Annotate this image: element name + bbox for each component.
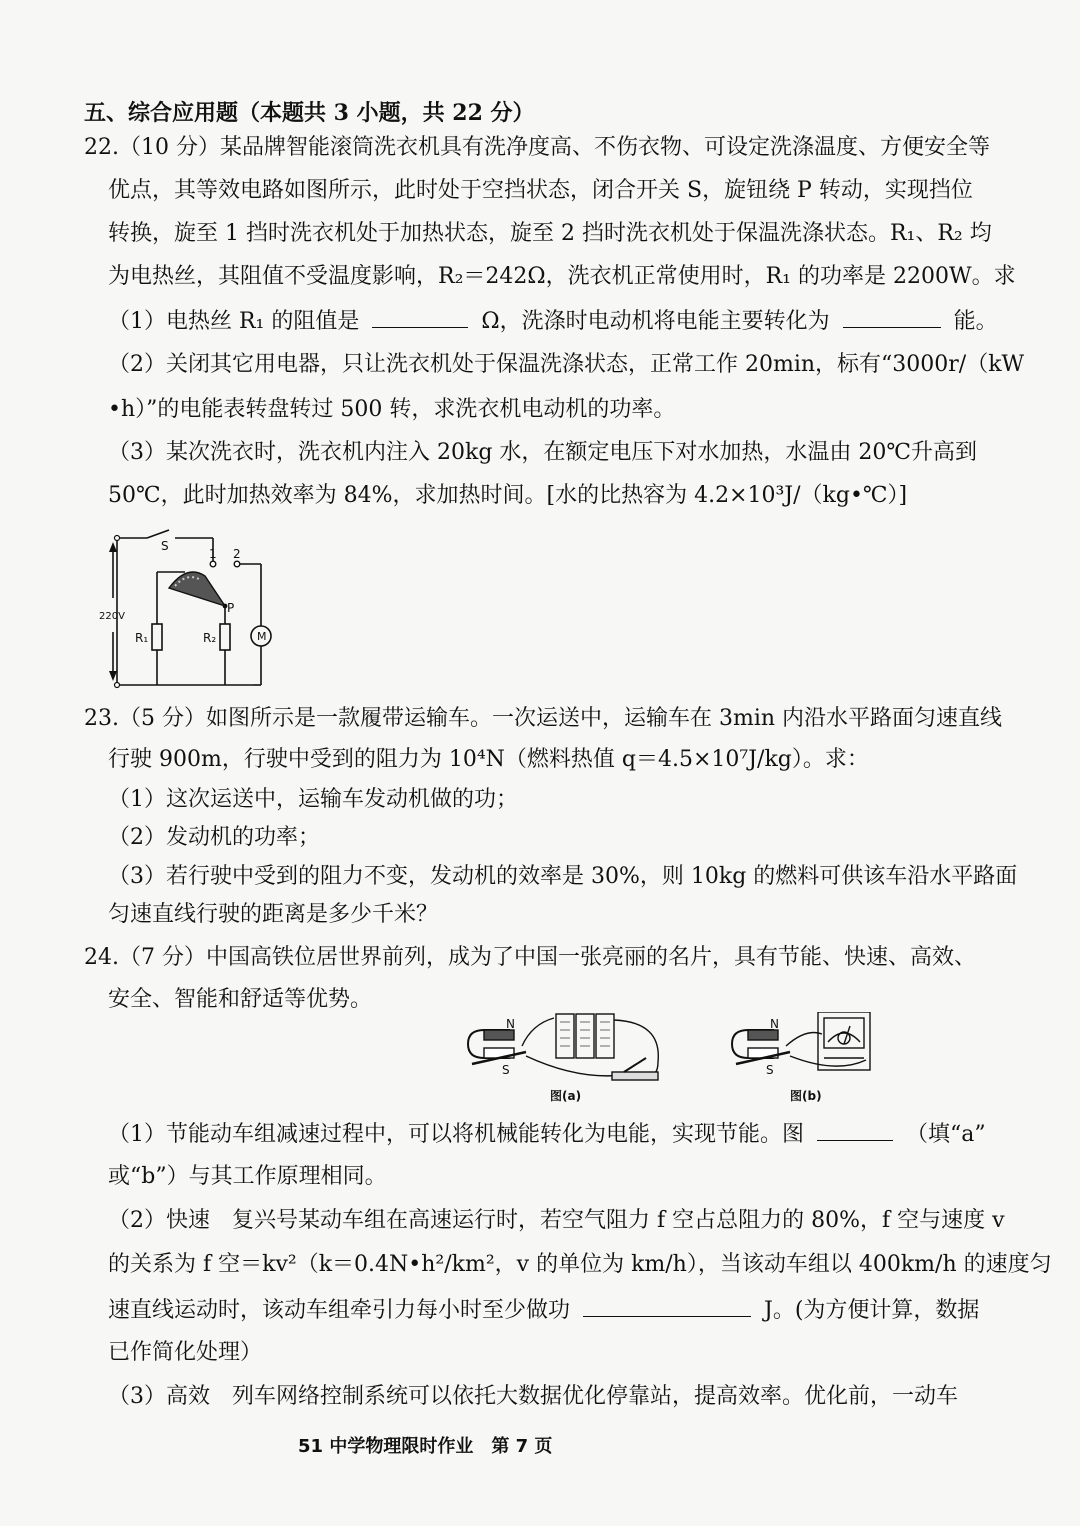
figure-a-diagram xyxy=(462,1012,672,1094)
q22-part-1 xyxy=(108,305,998,337)
q23-part-1: （1）这次运送中，运输车发动机做的功； xyxy=(108,787,518,812)
q24-part-3: （3）高效 列车网络控制系统可以依托大数据优化停靠站，提高效率。优化前，一动车 xyxy=(108,1384,958,1409)
contact-1-label: 1 xyxy=(209,547,217,561)
q22-answer-blank-2[interactable] xyxy=(843,305,941,328)
q24-line-2: 安全、智能和舒适等优势。 xyxy=(108,987,373,1012)
figure-b-n-label: N xyxy=(770,1017,779,1031)
q22-part-2-line-2: •h）”的电能表转盘转过 500 转，求洗衣机电动机的功率。 xyxy=(108,397,676,422)
q23-part-2: （2）发动机的功率； xyxy=(108,825,320,850)
contact-2-label: 2 xyxy=(233,547,241,561)
page-footer: 51 中学物理限时作业 第 7 页 xyxy=(298,1436,553,1457)
voltage-arrow-down-icon xyxy=(109,671,117,681)
q24-line-1: 24.（7 分）中国高铁位居世界前列，成为了中国一张亮丽的名片，具有节能、快速、高效、 xyxy=(84,945,976,970)
q23-part-3-line-1: （3）若行驶中受到的阻力不变，发动机的效率是 30%，则 10kg 的燃料可供该车沿水平路面 xyxy=(108,864,1018,889)
q23-line-2: 行驶 900m，行驶中受到的阻力为 10⁴N（燃料热值 q＝4.5×10⁷J/kg）。求： xyxy=(108,747,869,772)
figure-b-s-label: S xyxy=(766,1063,774,1077)
r2-label: R₂ xyxy=(203,631,217,645)
q22-part-1-text-b: Ω，洗涤时电动机将电能主要转化为 xyxy=(481,309,830,334)
switch-s-label: S xyxy=(161,539,169,553)
figure-b-diagram xyxy=(726,1012,886,1094)
q22-part-2-line-1: （2）关闭其它用电器，只让洗衣机处于保温洗涤状态，正常工作 20min，标有“3000r/（kW xyxy=(108,352,1025,377)
q24-part-2-text-c: 速直线运动时，该动车组牵引力每小时至少做功 xyxy=(108,1298,571,1323)
q24-part-2-line-1: （2）快速 复兴号某动车组在高速运行时，若空气阻力 f 空占总阻力的 80%，f 空与速度 v xyxy=(108,1208,1005,1233)
q24-answer-blank-1[interactable] xyxy=(817,1118,893,1141)
q24-part-1-text-a: （1）节能动车组减速过程中，可以将机械能转化为电能，实现节能。图 xyxy=(108,1122,804,1147)
q24-part-1-line-1 xyxy=(108,1118,986,1150)
q24-part-2-text-d: J。(为方便计算，数据 xyxy=(764,1298,980,1323)
rotary-knob-icon xyxy=(169,572,225,606)
contact-2-icon xyxy=(234,561,240,567)
q24-part-1-line-2: 或“b”）与其工作原理相同。 xyxy=(108,1164,387,1189)
q24-answer-blank-2[interactable] xyxy=(583,1294,751,1317)
q24-part-2-line-2: 的关系为 f 空＝kv²（k＝0.4N•h²/km²，v 的单位为 km/h），当该动车组以 400km/h 的速度匀 xyxy=(108,1252,1052,1277)
q22-line-2: 优点，其等效电路如图所示，此时处于空挡状态，闭合开关 S，旋钮绕 P 转动，实现挡位 xyxy=(108,178,973,203)
q22-part-1-text-a: （1）电热丝 R₁ 的阻值是 xyxy=(108,309,360,334)
washing-machine-circuit-diagram xyxy=(95,528,285,693)
figure-a-caption: 图(a) xyxy=(550,1089,582,1103)
section-title: 五、综合应用题（本题共 3 小题，共 22 分） xyxy=(84,100,535,126)
q22-answer-blank-1[interactable] xyxy=(372,305,468,328)
q23-part-3-line-2: 匀速直线行驶的距离是多少千米？ xyxy=(108,902,439,927)
q24-part-2-line-3 xyxy=(108,1294,979,1326)
figure-a-n-label: N xyxy=(506,1017,515,1031)
motor-label: M xyxy=(257,630,267,643)
q23-line-1: 23.（5 分）如图所示是一款履带运输车。一次运送中，运输车在 3min 内沿水平路面匀速直线 xyxy=(84,706,1003,731)
voltage-arrow-up-icon xyxy=(109,542,117,552)
q24-part-2-line-4: 已作简化处理） xyxy=(108,1340,263,1365)
q24-part-1-text-b: （填“a” xyxy=(906,1122,986,1147)
figure-a-s-label: S xyxy=(502,1063,510,1077)
voltage-label: 220V xyxy=(99,611,125,622)
q22-part-3-line-1: （3）某次洗衣时，洗衣机内注入 20kg 水，在额定电压下对水加热，水温由 20℃升高到 xyxy=(108,440,977,465)
contact-1-icon xyxy=(210,561,216,567)
q22-line-3: 转换，旋至 1 挡时洗衣机处于加热状态，旋至 2 挡时洗衣机处于保温洗涤状态。R₁、R₂ 均 xyxy=(108,221,992,246)
r1-label: R₁ xyxy=(135,631,149,645)
pivot-p-label: P xyxy=(227,601,235,615)
q22-line-1: 22.（10 分）某品牌智能滚筒洗衣机具有洗净度高、不伤衣物、可设定洗涤温度、方便安全等 xyxy=(84,135,990,160)
q22-part-3-line-2: 50℃，此时加热效率为 84%，求加热时间。[水的比热容为 4.2×10³J/（kg•℃）] xyxy=(108,483,908,508)
figure-b-caption: 图(b) xyxy=(790,1089,822,1103)
q22-line-4: 为电热丝，其阻值不受温度影响，R₂＝242Ω，洗衣机正常使用时，R₁ 的功率是 2200W。求 xyxy=(108,264,1016,289)
q22-part-1-text-c: 能。 xyxy=(953,309,998,334)
